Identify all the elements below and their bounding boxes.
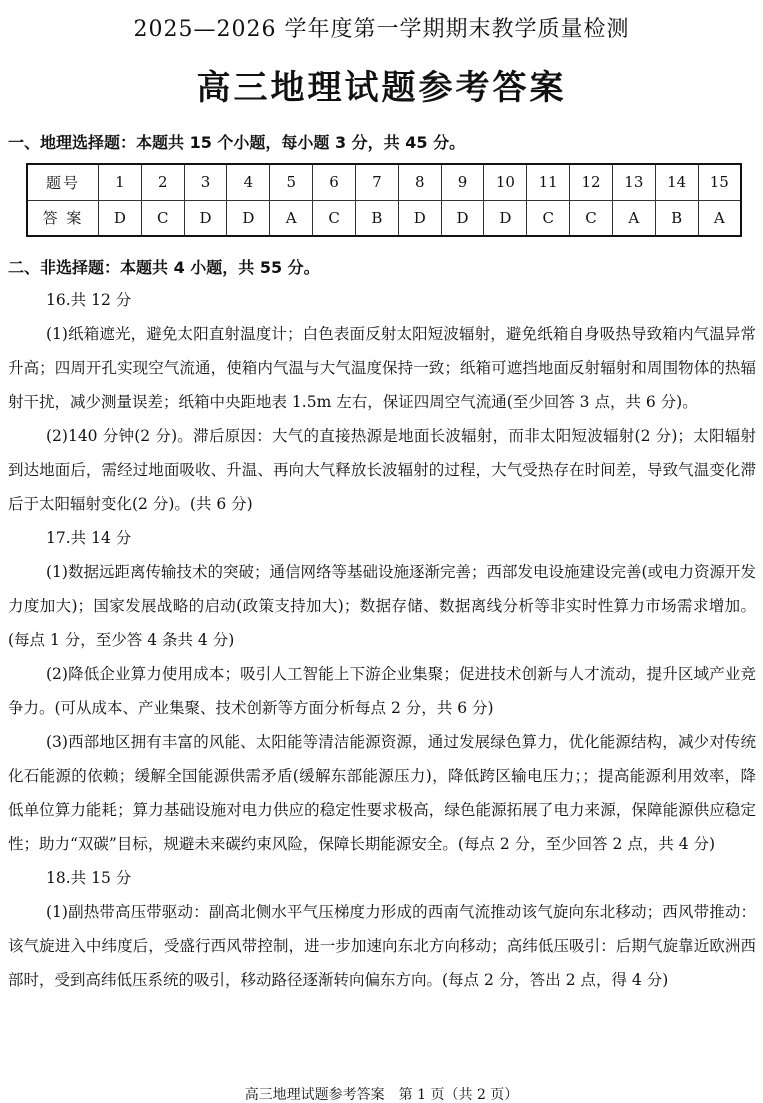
q17-title: 17.共 14 分	[46, 529, 132, 547]
answer-cell: A	[698, 200, 741, 236]
table-row-answers	[27, 200, 741, 236]
page-title: 高三地理试题参考答案	[196, 68, 567, 108]
question-number-cell: 15	[698, 164, 741, 200]
question-number-cell: 5	[270, 164, 313, 200]
answer-cell: D	[99, 200, 142, 236]
question-number-cell: 9	[441, 164, 484, 200]
answer-table	[26, 163, 742, 237]
q17-part1: (1)数据远距离传输技术的突破；通信网络等基础设施逐渐完善；西部发电设施建设完善(或电力资源开发力度加大)；国家发展战略的启动(政策支持加大)；数据存储、数据离线分析等非实时性算力市场需求增加。(每点 1 分，至少答 4 条共 4 分)	[8, 563, 757, 649]
question-number-cell: 8	[398, 164, 441, 200]
question-number-cell: 10	[484, 164, 527, 200]
section1-heading: 一、地理选择题：本题共 15 个小题，每小题 3 分，共 45 分。	[8, 133, 466, 152]
question-number-cell: 13	[612, 164, 655, 200]
answer-cell: B	[355, 200, 398, 236]
question-number-cell: 6	[313, 164, 356, 200]
table-row-numbers	[27, 164, 741, 200]
answer-cell: B	[655, 200, 698, 236]
answer-cell: C	[313, 200, 356, 236]
question-number-cell: 2	[141, 164, 184, 200]
q17-part2: (2)降低企业算力使用成本；吸引人工智能上下游企业集聚；促进技术创新与人才流动，提升区域产业竞争力。(可从成本、产业集聚、技术创新等方面分析每点 2 分，共 6 分)	[8, 665, 756, 717]
question-number-cell: 7	[355, 164, 398, 200]
q16-part1: (1)纸箱遮光，避免太阳直射温度计；白色表面反射太阳短波辐射，避免纸箱自身吸热导致箱内气温异常升高；四周开孔实现空气流通，使箱内气温与大气温度保持一致；纸箱可遮挡地面反射辐射和周围物体的热辐射干扰，减少测量误差；纸箱中央距地表 1.5m 左右，保证四周空气流通(至少回答 3 点，共 6 分)。	[8, 325, 756, 411]
answer-cell: D	[184, 200, 227, 236]
question-number-cell: 14	[655, 164, 698, 200]
question-number-cell: 1	[99, 164, 142, 200]
answer-cell: D	[484, 200, 527, 236]
row-label-number: 题号	[27, 164, 99, 200]
answer-cell: C	[527, 200, 570, 236]
answer-cell: C	[570, 200, 613, 236]
question-number-cell: 11	[527, 164, 570, 200]
answer-cell: C	[141, 200, 184, 236]
answer-body	[8, 283, 756, 997]
question-number-cell: 12	[570, 164, 613, 200]
page-footer: 高三地理试题参考答案 第 1 页（共 2 页）	[244, 1087, 519, 1103]
section2-heading: 二、非选择题：本题共 4 小题，共 55 分。	[8, 258, 320, 277]
q18-part1: (1)副热带高压带驱动：副高北侧水平气压梯度力形成的西南气流推动该气旋向东北移动；西风带推动：该气旋进入中纬度后，受盛行西风带控制，进一步加速向东北方向移动；高纬低压吸引：后期气旋靠近欧洲西部时，受到高纬低压系统的吸引，移动路径逐渐转向偏东方向。(每点 2 分，答出 2 点，得 4 分)	[8, 903, 756, 989]
exam-header: 2025—2026 学年度第一学期期末教学质量检测	[133, 17, 630, 42]
row-label-answer: 答 案	[27, 200, 99, 236]
q18-title: 18.共 15 分	[46, 869, 132, 887]
answer-cell: A	[612, 200, 655, 236]
answer-cell: D	[398, 200, 441, 236]
q16-title: 16.共 12 分	[46, 291, 132, 309]
answer-cell: A	[270, 200, 313, 236]
answer-cell: D	[441, 200, 484, 236]
question-number-cell: 4	[227, 164, 270, 200]
q16-part2: (2)140 分钟(2 分)。滞后原因：大气的直接热源是地面长波辐射，而非太阳短波辐射(2 分)；太阳辐射到达地面后，需经过地面吸收、升温、再向大气释放长波辐射的过程，大气受热存在时间差，导致气温变化滞后于太阳辐射变化(2 分)。(共 6 分)	[8, 427, 756, 513]
question-number-cell: 3	[184, 164, 227, 200]
answer-cell: D	[227, 200, 270, 236]
q17-part3: (3)西部地区拥有丰富的风能、太阳能等清洁能源资源，通过发展绿色算力，优化能源结构，减少对传统化石能源的依赖；缓解全国能源供需矛盾(缓解东部能源压力)，降低跨区输电压力；；提高能源利用效率，降低单位算力能耗；算力基础设施对电力供应的稳定性要求极高，绿色能源拓展了电力来源，保障能源供应稳定性；助力“双碳”目标，规避未来碳约束风险，保障长期能源安全。(每点 2 分，至少回答 2 点，共 4 分)	[8, 733, 756, 853]
